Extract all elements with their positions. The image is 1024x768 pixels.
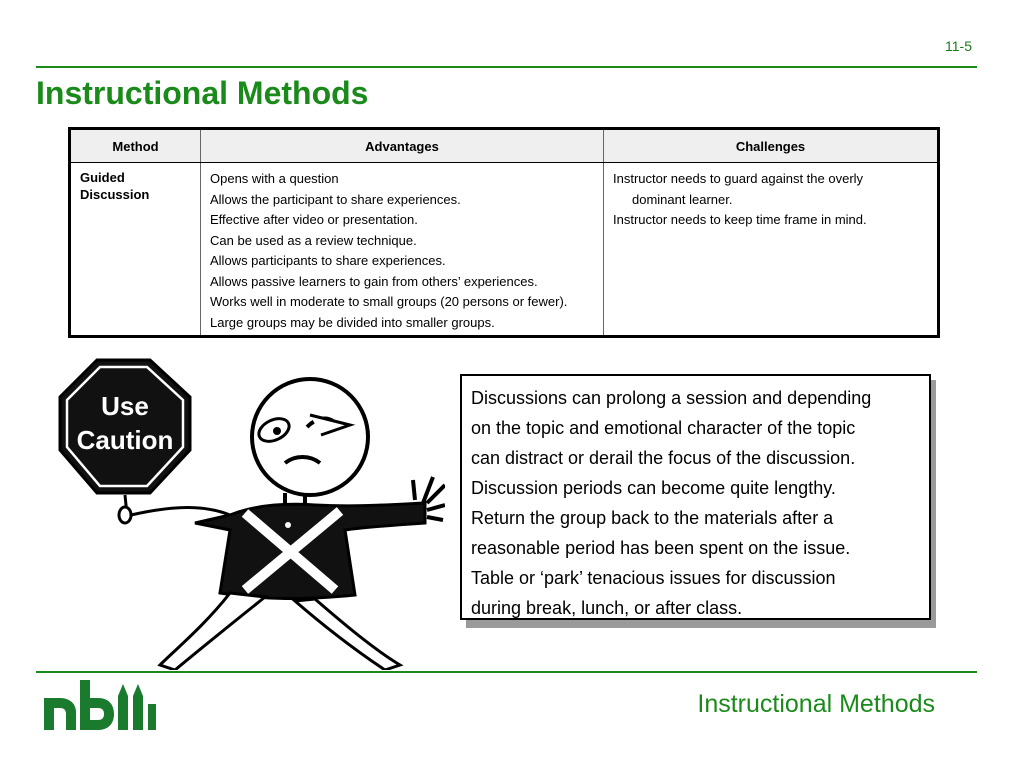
nbii-logo-icon xyxy=(42,676,162,732)
callout-line: Return the group back to the materials after a xyxy=(471,508,834,528)
method-name-line: Discussion xyxy=(80,187,150,202)
slide-number: 11-5 xyxy=(945,38,972,54)
page-title: Instructional Methods xyxy=(36,75,369,111)
methods-table xyxy=(68,127,940,338)
footer-title: Instructional Methods xyxy=(697,690,935,718)
challenge-item-continuation: dominant learner. xyxy=(632,191,733,207)
method-cell xyxy=(70,163,201,337)
table-header-row xyxy=(70,129,939,163)
advantage-item: Allows the participant to share experiences. xyxy=(210,191,461,207)
advantage-item: Allows participants to share experiences. xyxy=(210,253,446,268)
footer-rule xyxy=(36,671,977,673)
sign-text-line1: Use xyxy=(101,391,149,421)
table-row xyxy=(70,163,939,337)
column-header-method: Method xyxy=(70,129,201,163)
callout-line: reasonable period has been spent on the issue. xyxy=(471,538,851,558)
advantage-item: Opens with a question xyxy=(210,171,339,186)
challenges-cell xyxy=(604,163,939,337)
column-header-challenges: Challenges xyxy=(604,129,939,163)
callout-line: Discussion periods can become quite lengthy. xyxy=(471,478,836,498)
advantage-item: Can be used as a review technique. xyxy=(210,232,417,248)
advantage-item: Works well in moderate to small groups (20 persons or fewer). xyxy=(210,294,568,309)
caution-figure-illustration xyxy=(55,355,445,670)
advantage-item: Allows passive learners to gain from others’ experiences. xyxy=(210,273,538,289)
callout-line: Table or ‘park’ tenacious issues for discussion xyxy=(471,568,836,588)
callout-line: during break, lunch, or after class. xyxy=(471,598,743,618)
sign-text-line2: Caution xyxy=(76,425,174,455)
advantage-item: Large groups may be divided into smaller groups. xyxy=(210,314,495,330)
challenge-item: Instructor needs to keep time frame in mind. xyxy=(613,212,867,227)
advantage-item: Effective after video or presentation. xyxy=(210,212,418,227)
caution-callout xyxy=(460,374,931,620)
callout-line: can distract or derail the focus of the discussion. xyxy=(471,448,856,468)
callout-line: on the topic and emotional character of the topic xyxy=(471,418,856,438)
header-rule xyxy=(36,66,977,68)
method-name-line: Guided xyxy=(80,170,125,185)
advantages-cell xyxy=(201,163,604,337)
challenge-item: Instructor needs to guard against the overly xyxy=(613,171,864,186)
column-header-advantages: Advantages xyxy=(201,129,604,163)
callout-line: Discussions can prolong a session and depending xyxy=(471,388,872,408)
